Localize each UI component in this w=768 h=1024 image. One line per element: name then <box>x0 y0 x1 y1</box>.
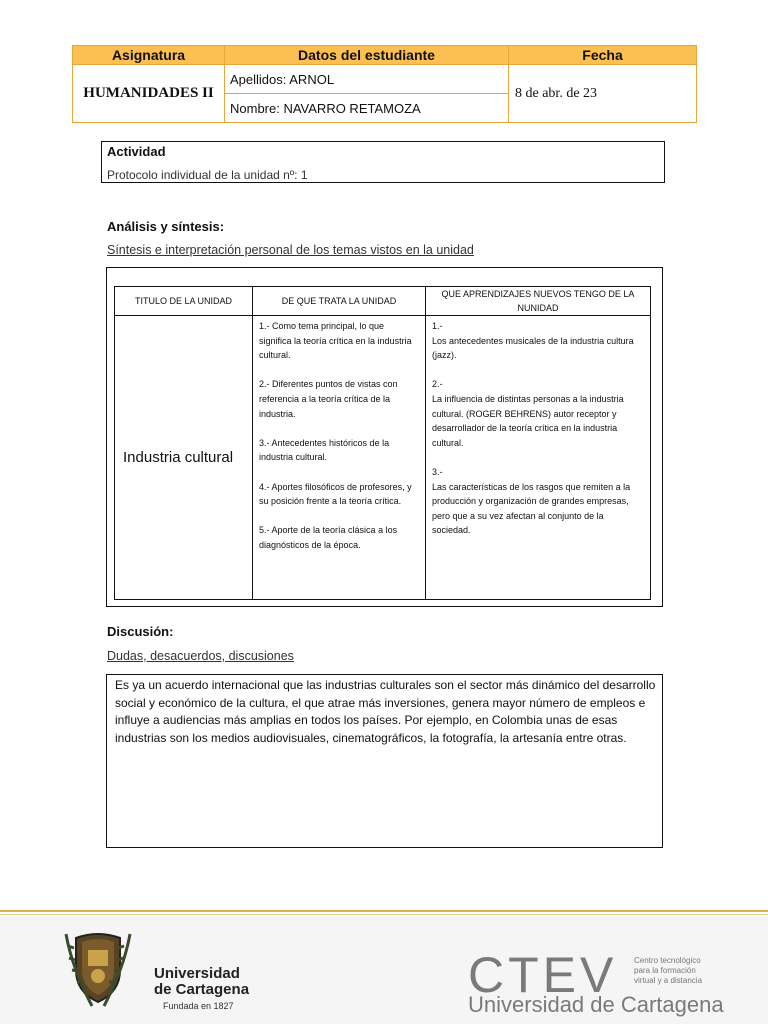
unit-header-title: TITULO DE LA UNIDAD <box>115 287 253 316</box>
footer-rule <box>0 910 768 912</box>
learning-item: La influencia de distintas personas a la industria cultural. (ROGER BEHRENS) autor receptor y desarrollador de la teoría crítica en la industria cultural. <box>432 393 624 448</box>
university-founded: Fundada en 1827 <box>163 1001 234 1011</box>
analisis-title: Análisis y síntesis: <box>107 219 225 234</box>
unit-header-learnings: QUE APRENDIZAJES NUEVOS TENGO DE LA NUNIDAD <box>426 287 651 316</box>
topic-item: 4.- Aportes filosóficos de profesores, y su posición frente a la teoría crítica. <box>259 481 412 507</box>
ctev-university-name: Universidad de Cartagena <box>468 992 724 1017</box>
university-name-line2: de Cartagena <box>154 981 250 998</box>
learning-item: Los antecedentes musicales de la industria cultura (jazz). <box>432 335 634 361</box>
actividad-title: Actividad <box>107 144 166 159</box>
date-value: 8 de abr. de 23 <box>509 65 697 123</box>
actividad-box <box>101 141 665 183</box>
footer-rule-thin <box>0 914 768 915</box>
discusion-box <box>106 674 663 848</box>
header-col-asignatura: Asignatura <box>73 46 225 65</box>
unit-table <box>114 286 651 600</box>
nombre-field: Nombre: NAVARRO RETAMOZA <box>225 94 509 123</box>
discusion-subtitle: Dudas, desacuerdos, discusiones <box>107 649 294 663</box>
unit-header-topics: DE QUE TRATA LA UNIDAD <box>253 287 426 316</box>
discusion-title: Discusión: <box>107 624 174 639</box>
unit-learnings-cell <box>426 316 651 600</box>
actividad-value: Protocolo individual de la unidad nº: 1 <box>107 168 308 182</box>
header-col-datos: Datos del estudiante <box>225 46 509 65</box>
topic-item: 1.- Como tema principal, lo que significa la teoría crítica en la industria cultural. <box>259 321 412 361</box>
unit-topics-cell <box>253 316 426 600</box>
ctev-logo: CTEV <box>468 947 618 1003</box>
learning-number: 2.- <box>432 379 443 390</box>
university-name <box>154 966 249 998</box>
unit-title: Industria cultural <box>115 316 253 600</box>
ctev-desc-line: para la formación <box>634 966 696 975</box>
subject-value: HUMANIDADES II <box>73 65 225 123</box>
learning-item: Las características de los rasgos que remiten a la producción y organización de grandes empresas, pero que a su vez afectan al conjunto de la sociedad. <box>432 481 631 536</box>
header-col-fecha: Fecha <box>509 46 697 65</box>
ctev-description <box>634 956 724 986</box>
analisis-subtitle: Síntesis e interpretación personal de los temas vistos en la unidad <box>107 243 474 257</box>
university-crest-icon <box>62 928 134 1010</box>
ctev-desc-line: Centro tecnológico <box>634 956 701 965</box>
ctev-desc-line: virtual y a distancia <box>634 976 703 985</box>
apellidos-field: Apellidos: ARNOL <box>225 65 509 94</box>
learning-number: 3.- <box>432 466 443 477</box>
header-table <box>72 45 697 123</box>
topic-item: 5.- Aporte de la teoría clásica a los diagnósticos de la época. <box>259 525 398 550</box>
topic-item: 2.- Diferentes puntos de vistas con referencia a la teoría crítica de la industria. <box>259 379 398 419</box>
learning-number: 1.- <box>432 321 443 331</box>
topic-item: 3.- Antecedentes históricos de la industria cultural. <box>259 437 390 463</box>
university-name-line1: Universidad <box>154 965 240 982</box>
discusion-text: Es ya un acuerdo internacional que las industrias culturales son el sector más dinámico del desarrollo social y económico de la cultura, el que atrae más inversiones, genera mayor número de empleos e influye a audiencias más amplias en todos los países. Por ejemplo, en Colombia unas de esas industrias son los medios audiovisuales, cinematográficos, la fotografía, la artesanía entre otras. <box>115 678 656 745</box>
